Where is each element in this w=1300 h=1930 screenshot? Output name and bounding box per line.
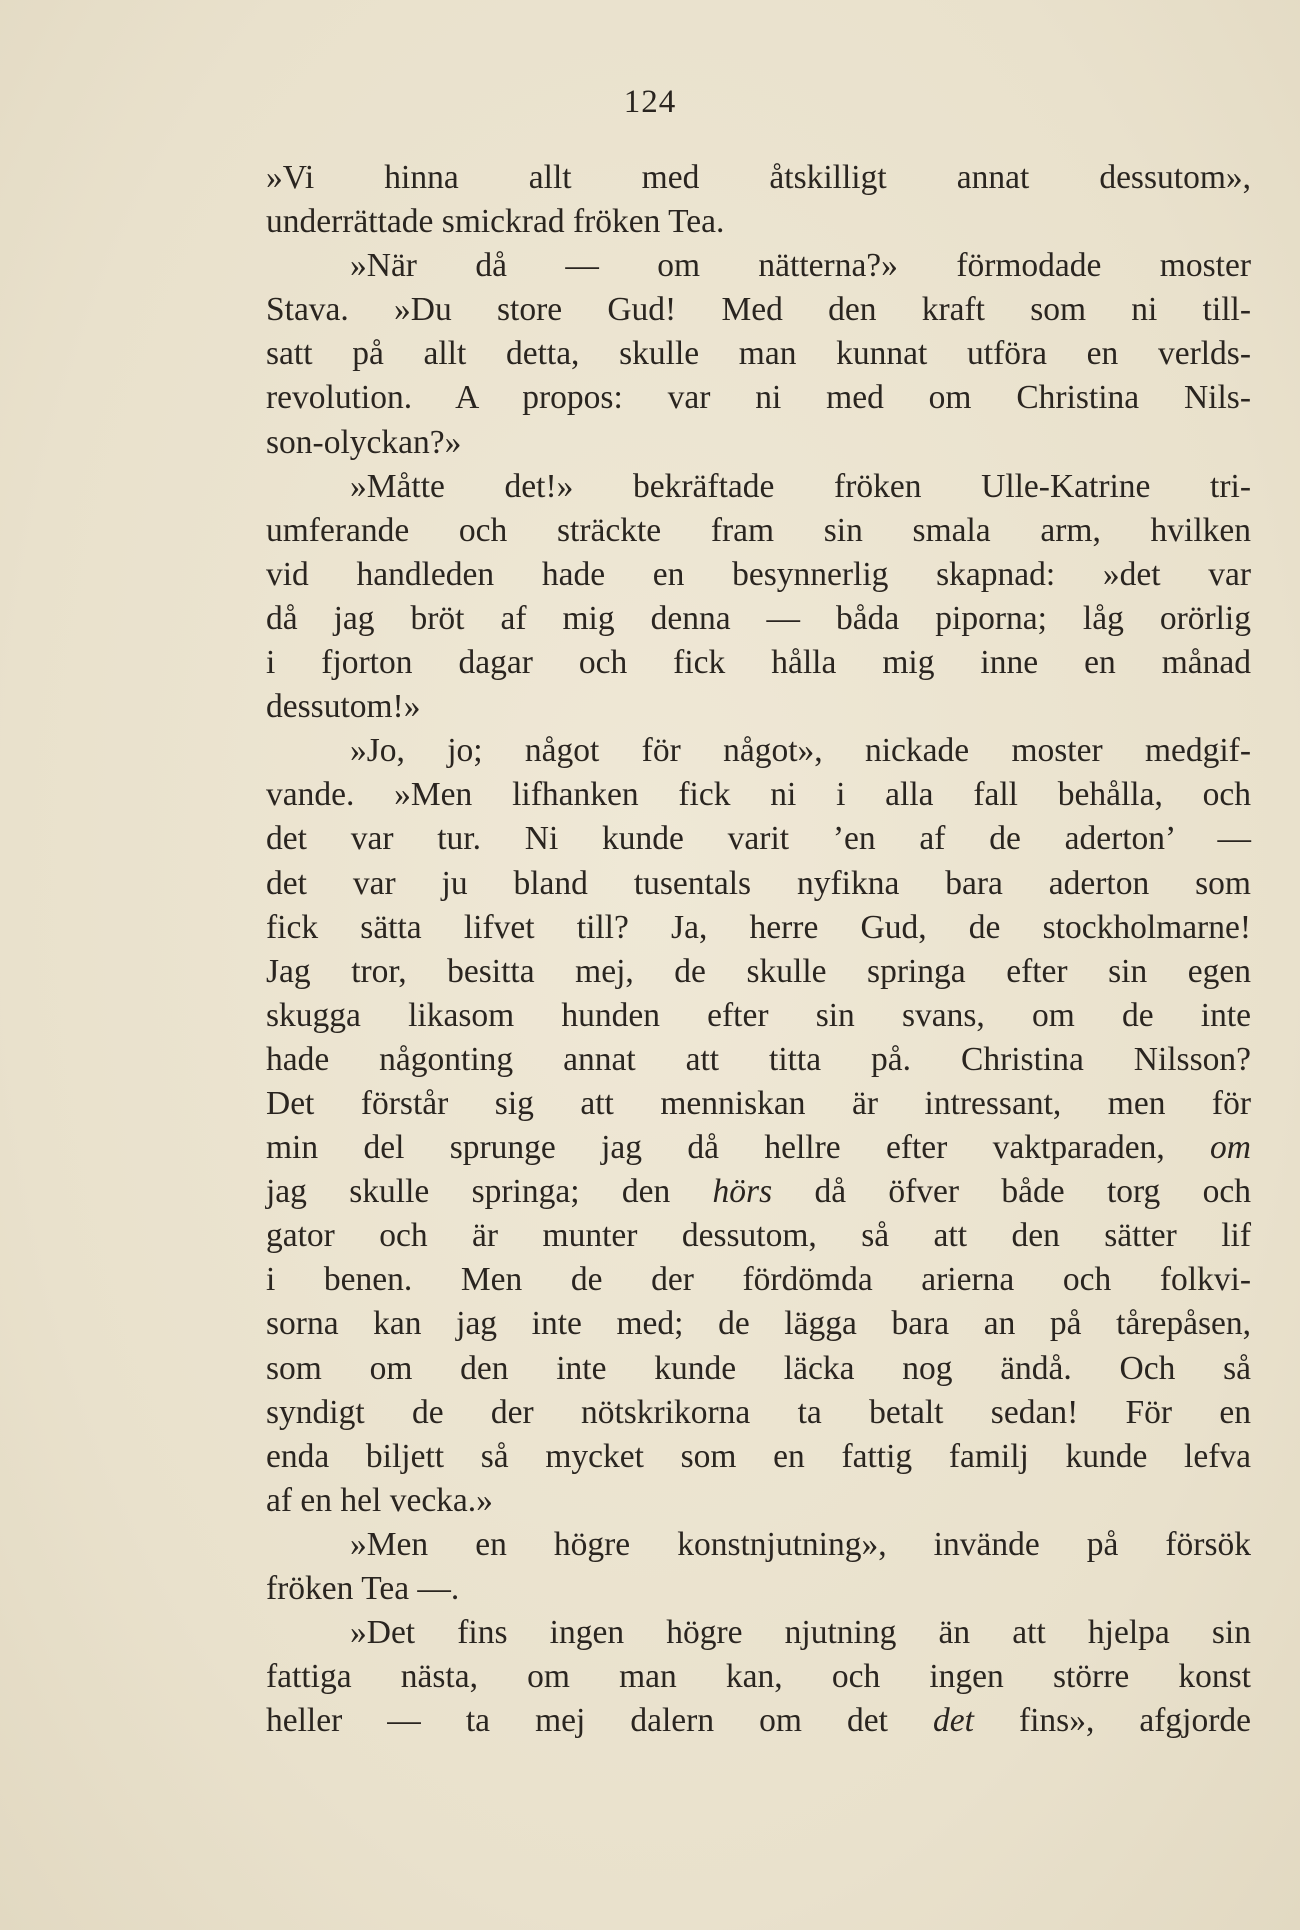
text-line: gator och är munter dessutom, så att den sätter lif: [266, 1217, 1251, 1255]
text-line: fick sätta lifvet till? Ja, herre Gud, de stockholmarne!: [266, 908, 1251, 946]
text-line: syndigt de der nötskrikorna ta betalt sedan! För en: [266, 1393, 1251, 1431]
text-line: då jag bröt af mig denna — båda piporna; låg orörlig: [266, 599, 1251, 637]
text-line: skugga likasom hunden efter sin svans, om de inte: [266, 996, 1251, 1034]
page-number: 124: [623, 84, 677, 120]
text-line: umferande och sträckte fram sin smala arm, hvilken: [266, 511, 1251, 549]
text-line: dessutom!»: [266, 688, 421, 726]
text-line: son-olyckan?»: [266, 423, 462, 461]
text-line: Jag tror, besitta mej, de skulle springa efter sin egen: [266, 952, 1251, 990]
text-line: »Det fins ingen högre njutning än att hjelpa sin: [350, 1614, 1251, 1652]
text-line: »Vi hinna allt med åtskilligt annat dessutom»,: [266, 159, 1251, 196]
text-line: Det förstår sig att menniskan är intressant, men för: [266, 1084, 1251, 1122]
body-text: [266, 156, 1251, 1743]
line-text: min del sprunge jag då hellre efter vaktparaden,: [266, 1129, 1211, 1167]
text-line: [266, 1699, 1251, 1743]
text-line: satt på allt detta, skulle man kunnat utföra en verlds-: [266, 335, 1251, 373]
text-line: vande. »Men lifhanken fick ni i alla fall behålla, och: [266, 776, 1251, 814]
text-line: i benen. Men de der fördömda arierna och folkvi-: [266, 1261, 1251, 1299]
text-line: det var ju bland tusentals nyfikna bara aderton som: [266, 864, 1251, 902]
text-line: som om den inte kunde läcka nog ändå. Och så: [266, 1349, 1251, 1387]
italic-word: det: [932, 1702, 974, 1740]
text-line: fröken Tea —.: [266, 1570, 460, 1607]
line-text: fins», afgjorde: [973, 1702, 1251, 1740]
text-line: sorna kan jag inte med; de lägga bara an på tårepåsen,: [266, 1305, 1251, 1343]
text-line: [266, 1170, 1251, 1214]
text-line: underrättade smickrad fröken Tea.: [266, 203, 725, 241]
text-line: det var tur. Ni kunde varit ’en af de aderton’ —: [266, 820, 1251, 858]
text-line: enda biljett så mycket som en fattig familj kunde lefva: [266, 1437, 1251, 1475]
text-line: fattiga nästa, om man kan, och ingen större konst: [266, 1658, 1251, 1696]
line-text: då öfver både torg och: [772, 1173, 1252, 1211]
text-line: »När då — om nätterna?» förmodade moster: [350, 247, 1251, 285]
text-line: vid handleden hade en besynnerlig skapnad: »det var: [266, 555, 1251, 593]
line-text: jag skulle springa; den: [266, 1173, 713, 1211]
text-line: hade någonting annat att titta på. Christina Nilsson?: [266, 1040, 1251, 1078]
italic-word: hörs: [712, 1173, 773, 1211]
text-line: »Jo, jo; något för något», nickade moster medgif-: [350, 732, 1251, 770]
text-line: af en hel vecka.»: [266, 1481, 493, 1519]
italic-word: om: [1210, 1129, 1251, 1167]
text-line: i fjorton dagar och fick hålla mig inne en månad: [266, 644, 1251, 682]
text-line: Stava. »Du store Gud! Med den kraft som ni till-: [266, 291, 1251, 329]
line-text: heller — ta mej dalern om det: [266, 1702, 933, 1740]
text-line: [266, 1126, 1251, 1170]
text-line: »Men en högre konstnjutning», invände på försök: [350, 1525, 1251, 1563]
text-line: revolution. A propos: var ni med om Christina Nils-: [266, 379, 1251, 417]
text-line: »Måtte det!» bekräftade fröken Ulle-Katrine tri-: [350, 467, 1251, 505]
